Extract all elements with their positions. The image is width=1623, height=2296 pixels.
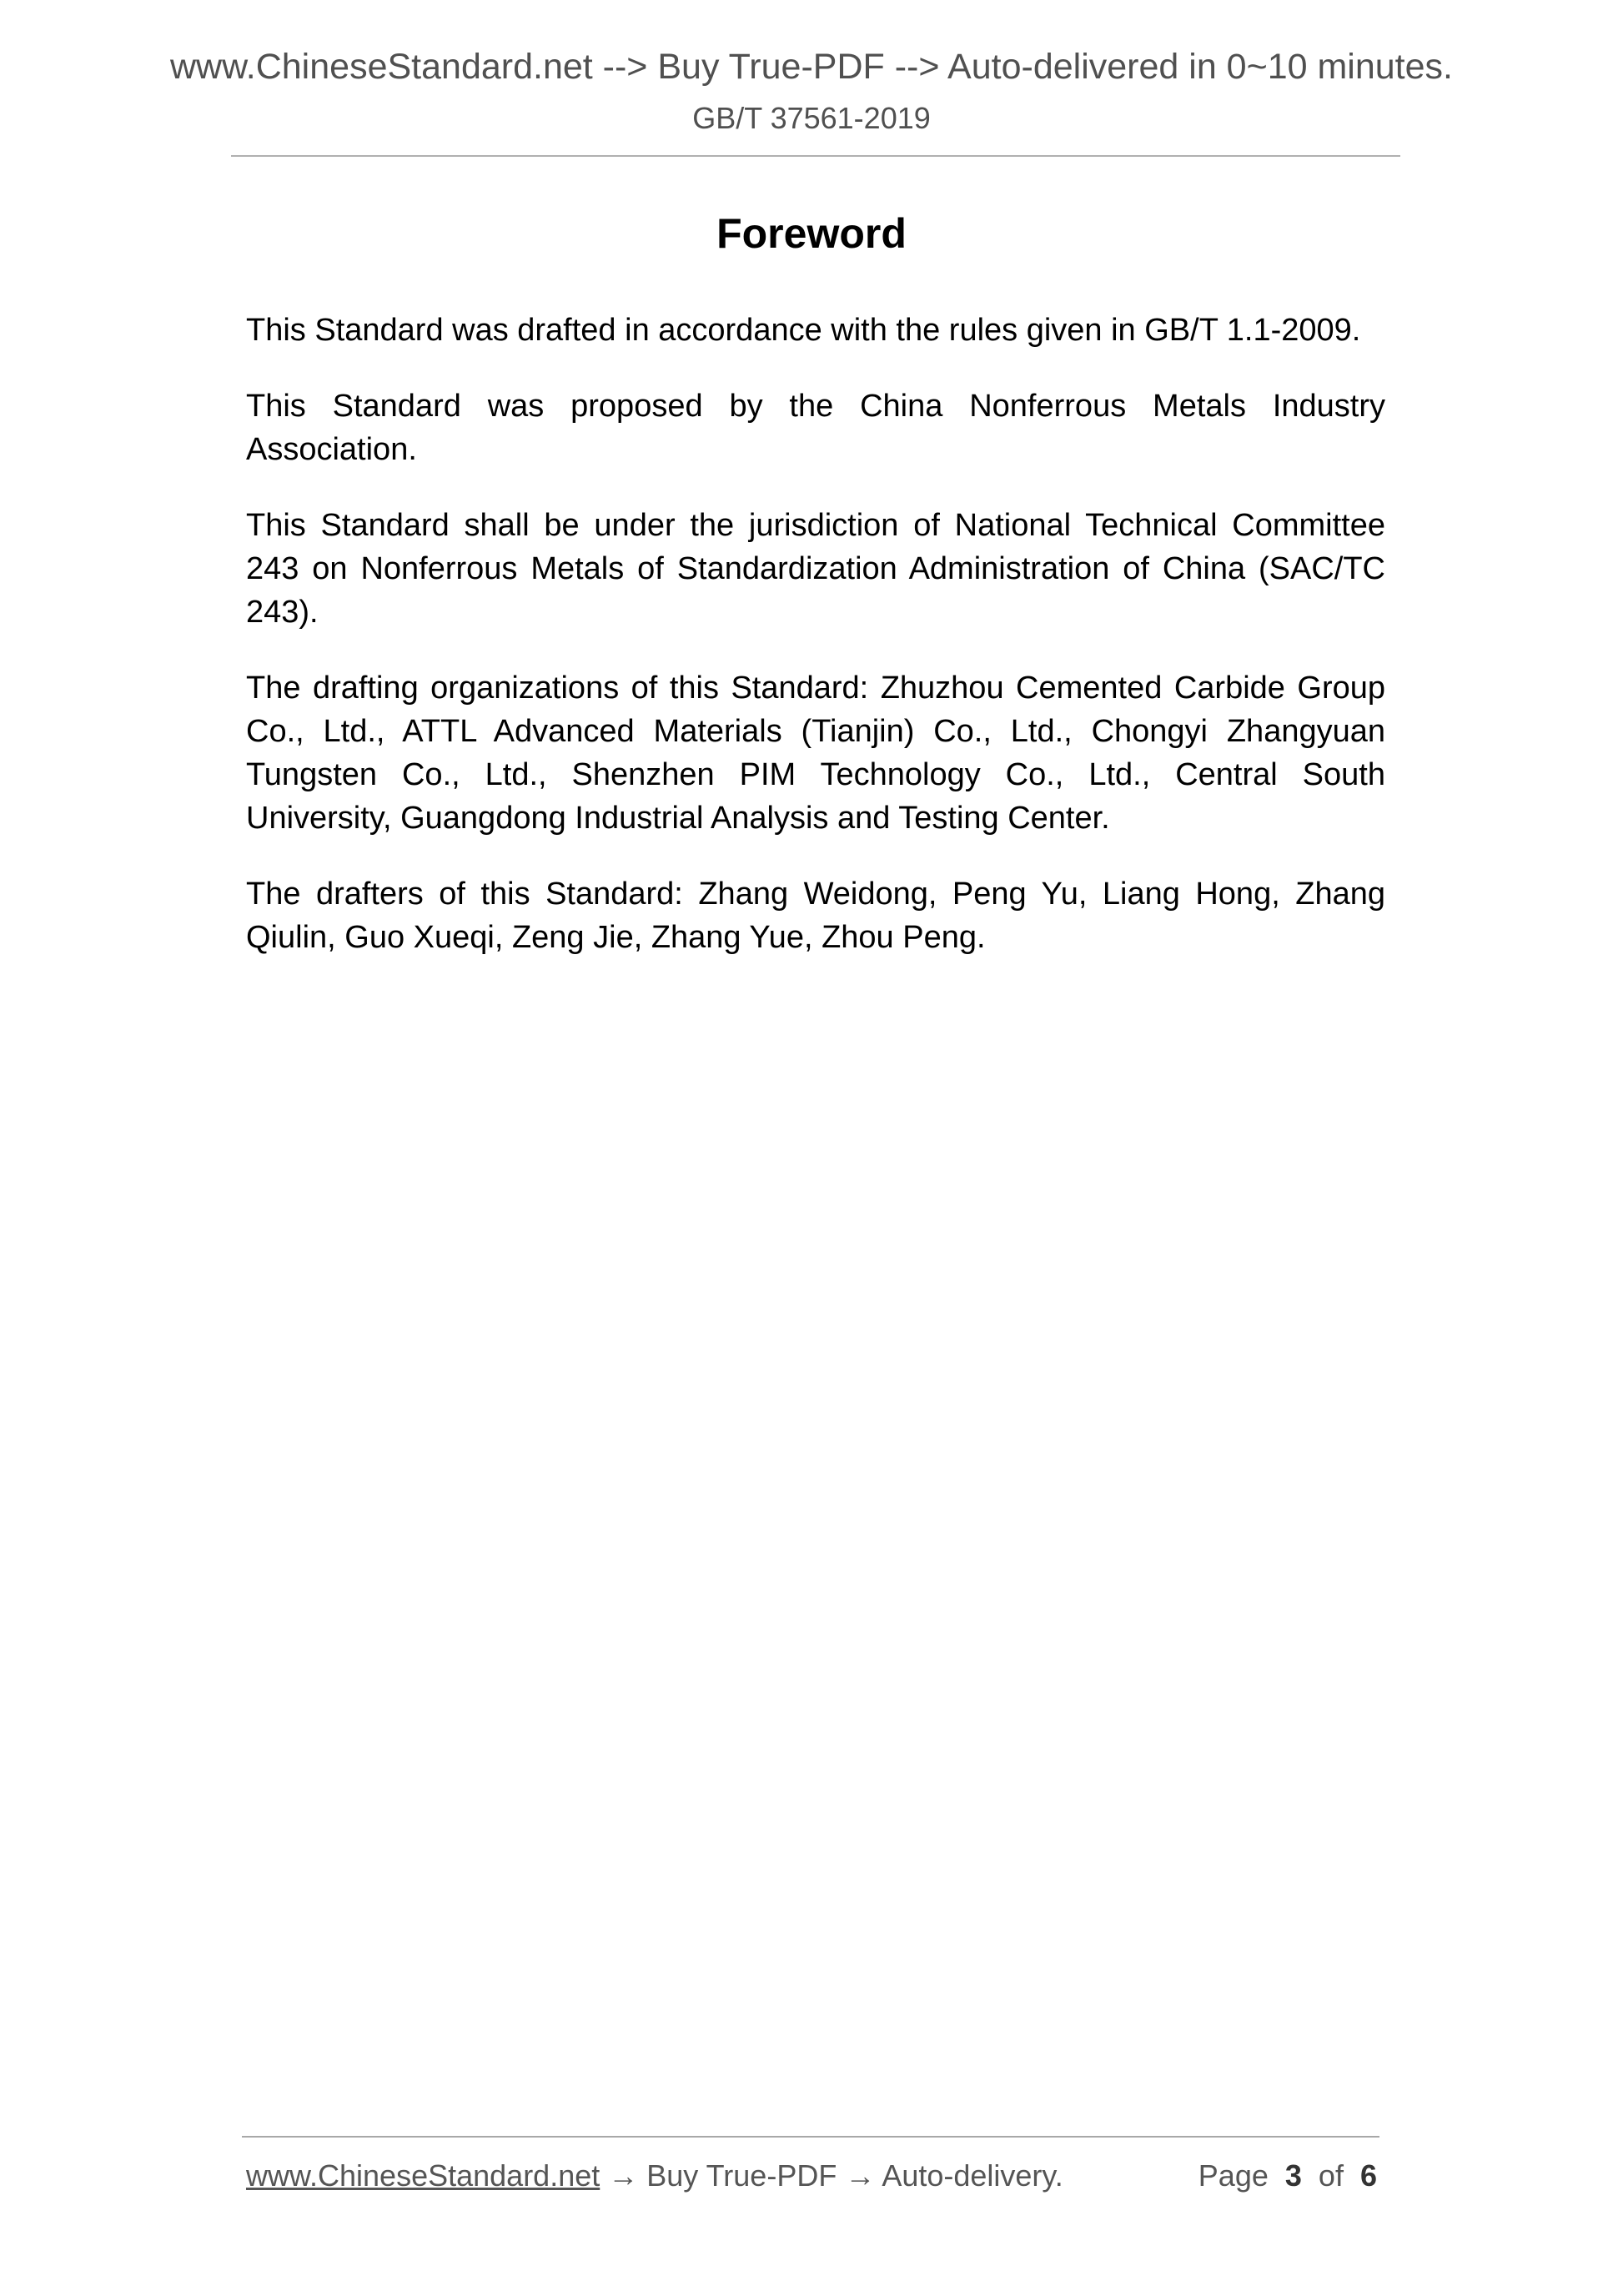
paragraph-drafters: The drafters of this Standard: Zhang Weidong, Peng Yu, Liang Hong, Zhang Qiulin, Guo Xueqi, Zeng Jie, Zhang Yue, Zhou Peng. — [246, 877, 1385, 955]
page-label: Page — [1198, 2158, 1269, 2193]
header-divider — [231, 155, 1400, 157]
footer-tagline: → Buy True-PDF → Auto-delivery. — [600, 2158, 1063, 2193]
paragraph-drafting-rules: This Standard was drafted in accordance with the rules given in GB/T 1.1-2009. — [246, 313, 1361, 348]
paragraph-drafting-organizations: The drafting organizations of this Standard: Zhuzhou Cemented Carbide Group Co., Ltd., ATTL Advanced Materials (Tianjin) Co., Ltd., Chongyi Zhangyuan Tungsten Co., Ltd., Shenzhen PIM Technology Co., Ltd., Central South University, Guangdong Industrial Analysis and Testing Center. — [246, 671, 1385, 836]
footer-promo — [246, 2155, 1063, 2197]
total-pages: 6 — [1359, 2158, 1377, 2193]
of-label: of — [1318, 2158, 1344, 2193]
current-page: 3 — [1284, 2158, 1302, 2193]
page-footer — [246, 2155, 1377, 2197]
standard-code: GB/T 37561-2019 — [692, 101, 931, 135]
paragraph-proposed-by: This Standard was proposed by the China Nonferrous Metals Industry Association. — [246, 389, 1385, 467]
paragraph-jurisdiction: This Standard shall be under the jurisdiction of National Technical Committee 243 on Nonferrous Metals of Standardization Administration of China (SAC/TC 243). — [246, 508, 1385, 630]
page-title: Foreword — [716, 210, 907, 257]
footer-site-link[interactable]: www.ChineseStandard.net — [246, 2158, 600, 2193]
footer-divider — [242, 2136, 1379, 2138]
page-number — [1198, 2155, 1377, 2197]
foreword-body — [246, 309, 1385, 992]
header-banner: www.ChineseStandard.net --> Buy True-PDF --> Auto-delivered in 0~10 minutes. — [169, 47, 1453, 87]
